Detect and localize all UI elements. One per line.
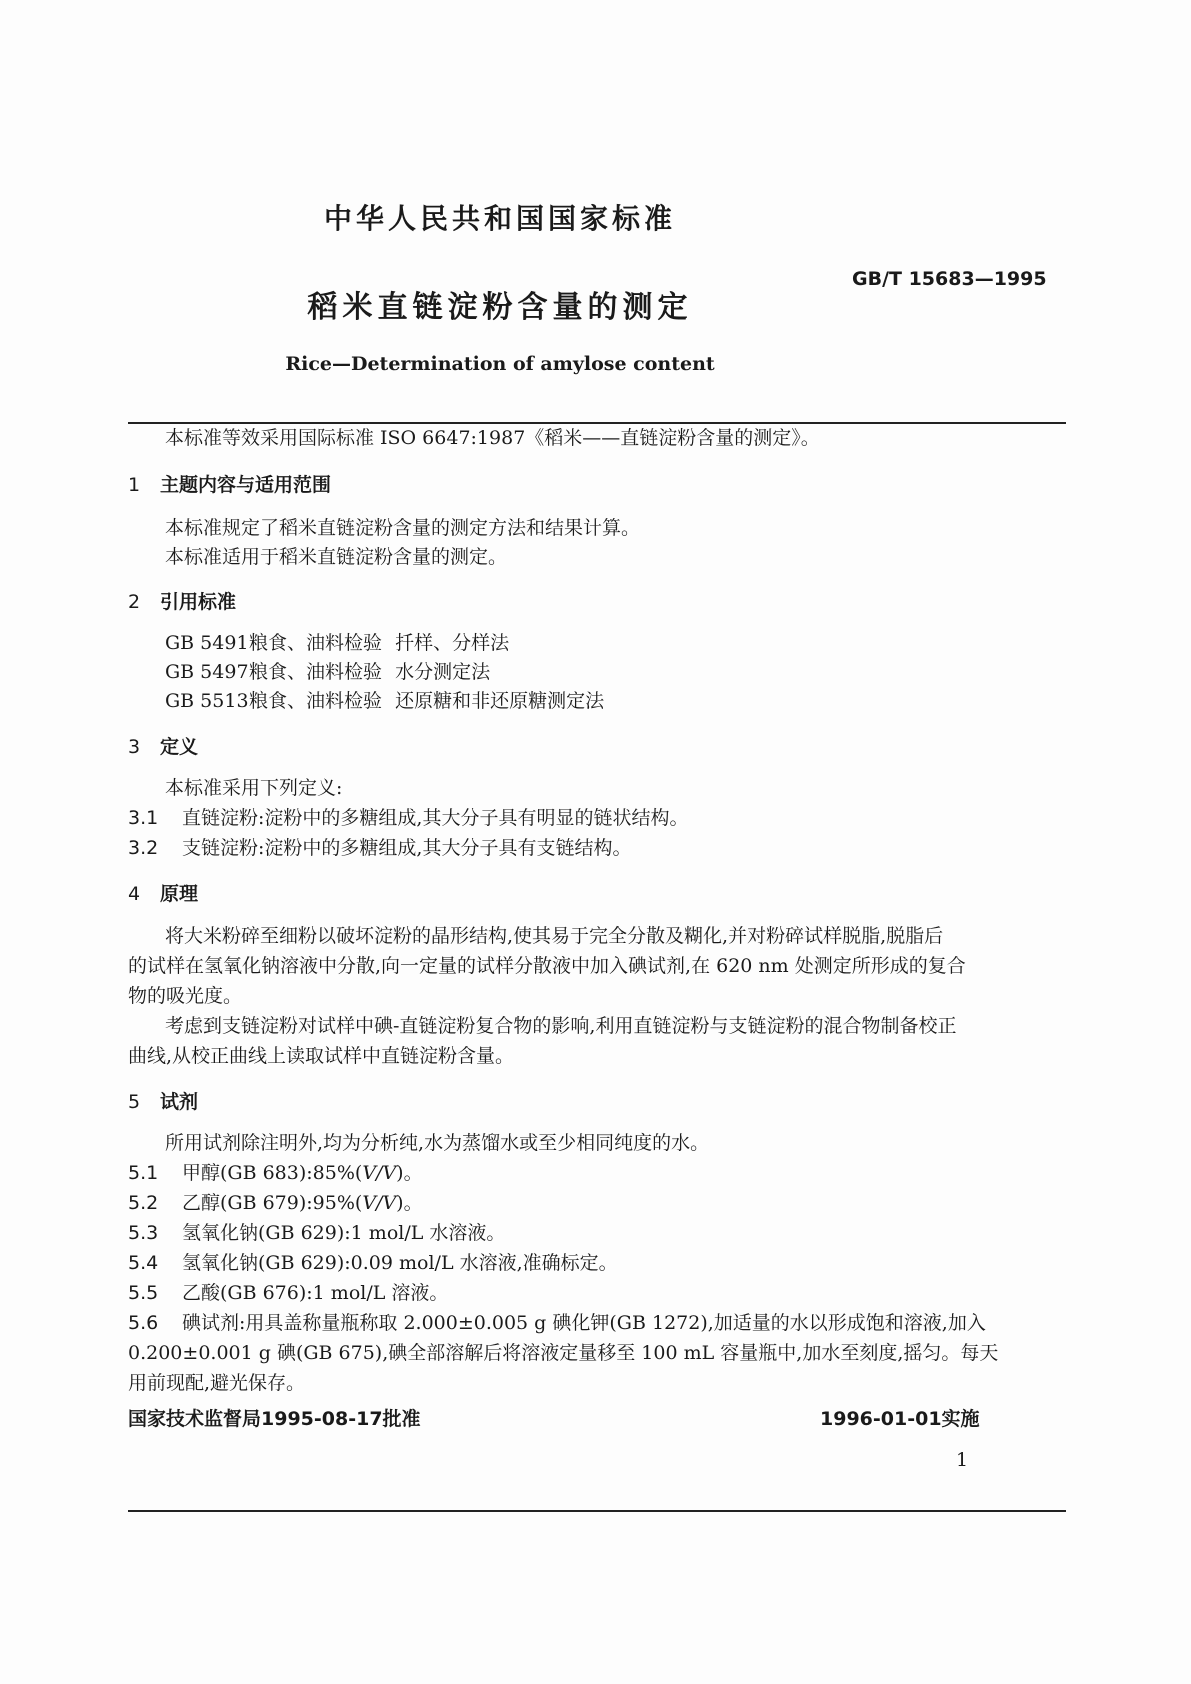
approval-line: 国家技术监督局1995-08-17批准 [128, 1408, 421, 1430]
section-1-paragraph: 本标准规定了稻米直链淀粉含量的测定方法和结果计算。 [165, 517, 641, 539]
section-4-heading [128, 882, 198, 906]
national-standard-heading: 中华人民共和国国家标准 [323, 202, 676, 235]
principle-paragraph-line: 考虑到支链淀粉对试样中碘-直链淀粉复合物的影响,利用直链淀粉与支链淀粉的混合物制备校正 [165, 1015, 957, 1037]
header-divider [128, 422, 1066, 424]
reference-description: 水分测定法 [395, 661, 491, 683]
reference-name: 粮食、油料检验 [249, 632, 383, 654]
section-3-heading [128, 735, 198, 759]
reagent-item [128, 1191, 423, 1215]
item-number: 5.2 [128, 1192, 159, 1214]
principle-paragraph-line: 曲线,从校正曲线上读取试样中直链淀粉含量。 [128, 1045, 515, 1067]
reagent-item [128, 1311, 986, 1335]
reference-description: 扦样、分样法 [395, 632, 510, 654]
reference-row [165, 689, 604, 713]
definition-item [128, 836, 631, 860]
definition-text: 支链淀粉:淀粉中的多糖组成,其大分子具有支链结构。 [182, 837, 632, 859]
document-title: 稻米直链淀粉含量的测定 [307, 290, 693, 325]
reference-description: 还原糖和非还原糖测定法 [395, 690, 605, 712]
section-number: 3 [128, 736, 141, 758]
section-1-paragraph: 本标准适用于稻米直链淀粉含量的测定。 [165, 546, 508, 568]
intro-paragraph: 本标准等效采用国际标准 ISO 6647:1987《稻米——直链淀粉含量的测定》。 [165, 427, 820, 449]
principle-paragraph-line: 的试样在氢氧化钠溶液中分散,向一定量的试样分散液中加入碘试剂,在 620 nm 处测定所形成的复合 [128, 955, 966, 977]
reagent-text-end: )。 [396, 1192, 423, 1214]
reference-row [165, 660, 490, 684]
reagent-item-continuation: 用前现配,避光保存。 [128, 1372, 306, 1394]
reagent-text: 乙醇(GB 679):95%( [182, 1192, 363, 1214]
section-3-paragraph: 本标准采用下列定义: [165, 777, 343, 799]
reagent-item [128, 1251, 618, 1275]
reference-name: 粮食、油料检验 [249, 690, 383, 712]
section-title: 定义 [160, 736, 199, 758]
section-5-paragraph: 所用试剂除注明外,均为分析纯,水为蒸馏水或至少相同纯度的水。 [165, 1132, 710, 1154]
reagent-text: 氢氧化钠(GB 629):0.09 mol/L 水溶液,准确标定。 [182, 1252, 618, 1274]
principle-paragraph-line: 将大米粉碎至细粉以破坏淀粉的晶形结构,使其易于完全分散及糊化,并对粉碎试样脱脂,脱脂后 [165, 925, 944, 947]
reagent-item [128, 1281, 448, 1305]
section-1-heading [128, 473, 331, 497]
item-number: 5.3 [128, 1222, 159, 1244]
item-number: 5.4 [128, 1252, 159, 1274]
item-number: 5.6 [128, 1312, 159, 1334]
document-title-english: Rice—Determination of amylose content [285, 353, 715, 375]
section-number: 5 [128, 1091, 141, 1113]
definition-text: 直链淀粉:淀粉中的多糖组成,其大分子具有明显的链状结构。 [182, 807, 689, 829]
section-5-heading [128, 1090, 198, 1114]
item-number: 5.1 [128, 1162, 159, 1184]
section-title: 主题内容与适用范围 [160, 474, 332, 496]
page-number: 1 [956, 1449, 969, 1471]
definition-item [128, 806, 688, 830]
item-number: 3.2 [128, 837, 159, 859]
reagent-text: 乙酸(GB 676):1 mol/L 溶液。 [182, 1282, 449, 1304]
implementation-date: 1996-01-01实施 [820, 1408, 980, 1430]
volume-ratio-symbol: V/V [362, 1192, 397, 1214]
reagent-text: 甲醇(GB 683):85%( [182, 1162, 363, 1184]
section-number: 1 [128, 474, 141, 496]
reference-code: GB 5513 [165, 690, 249, 712]
section-number: 2 [128, 591, 141, 613]
item-number: 5.5 [128, 1282, 159, 1304]
reagent-item-continuation: 0.200±0.001 g 碘(GB 675),碘全部溶解后将溶液定量移至 100 mL 容量瓶中,加水至刻度,摇匀。每天 [128, 1342, 999, 1364]
section-2-heading [128, 590, 236, 614]
reference-row [165, 631, 509, 655]
document-header [0, 0, 1191, 400]
reagent-text: 碘试剂:用具盖称量瓶称取 2.000±0.005 g 碘化钾(GB 1272),加适量的水以形成饱和溶液,加入 [182, 1312, 986, 1334]
reference-name: 粮食、油料检验 [249, 661, 383, 683]
reagent-item [128, 1221, 505, 1245]
item-number: 3.1 [128, 807, 159, 829]
reagent-text-end: )。 [396, 1162, 423, 1184]
section-title: 原理 [160, 883, 199, 905]
reagent-item [128, 1161, 423, 1185]
volume-ratio-symbol: V/V [362, 1162, 397, 1184]
standard-code: GB/T 15683—1995 [852, 268, 1047, 290]
reference-code: GB 5497 [165, 661, 249, 683]
principle-paragraph-line: 物的吸光度。 [128, 985, 243, 1007]
section-title: 试剂 [160, 1091, 199, 1113]
section-number: 4 [128, 883, 141, 905]
reference-code: GB 5491 [165, 632, 249, 654]
reagent-text: 氢氧化钠(GB 629):1 mol/L 水溶液。 [182, 1222, 506, 1244]
section-title: 引用标准 [160, 591, 237, 613]
footer-divider [128, 1510, 1066, 1512]
